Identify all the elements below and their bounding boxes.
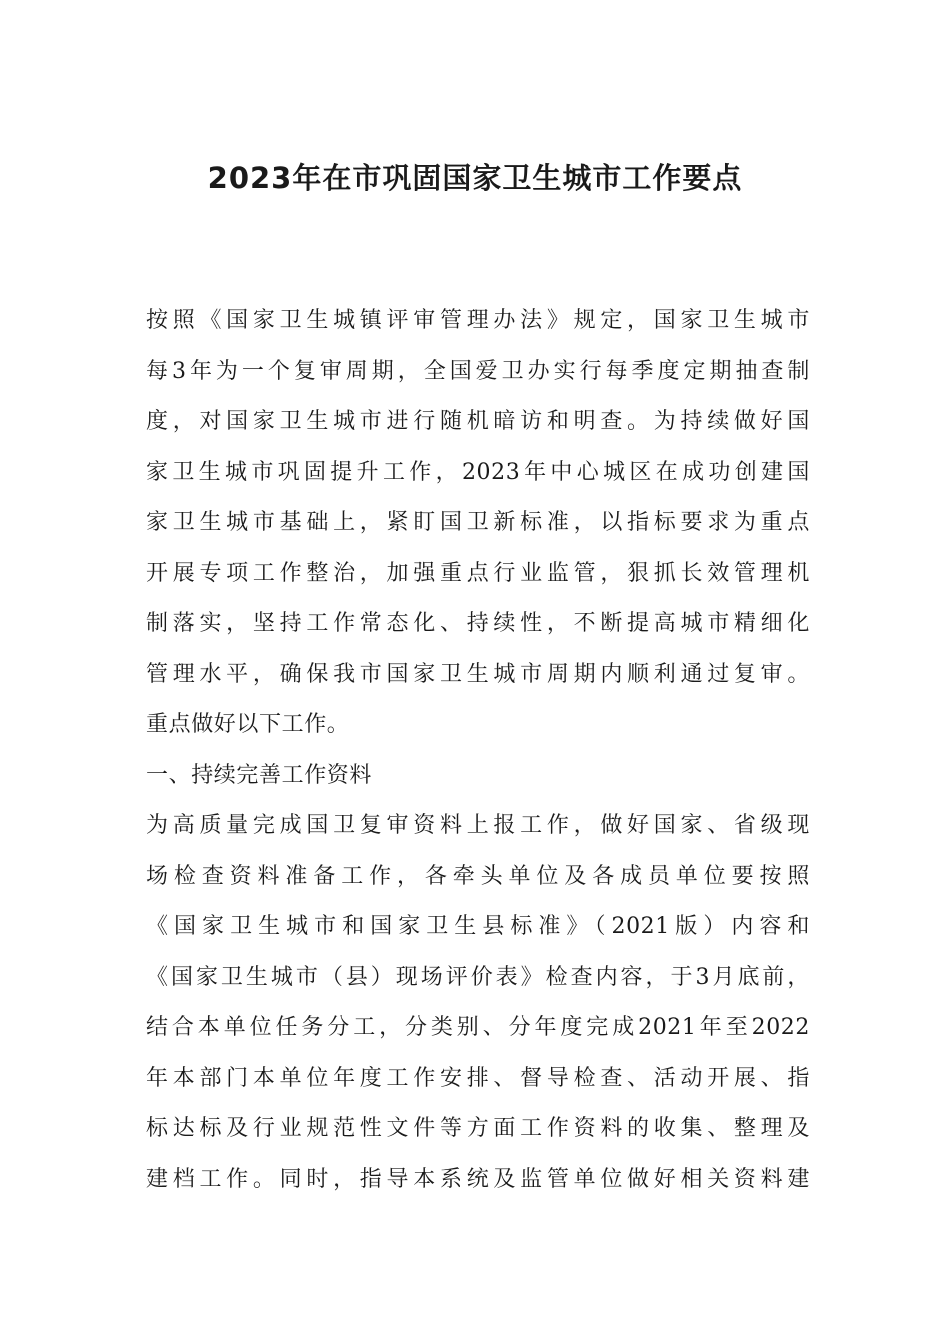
paragraph-line: 《国家卫生城市和国家卫生县标准》（2021版）内容和	[146, 914, 810, 939]
paragraph-line: 场检查资料准备工作，各牵头单位及各成员单位要按照	[146, 863, 810, 889]
paragraph-line: 建档工作。同时，指导本系统及监管单位做好相关资料建	[146, 1166, 810, 1192]
paragraph-line: 制落实，坚持工作常态化、持续性，不断提高城市精细化	[146, 611, 810, 636]
paragraph-line: 家卫生城市巩固提升工作，2023年中心城区在成功创建国	[146, 459, 810, 485]
paragraph-line: 按照《国家卫生城镇评审管理办法》规定，国家卫生城市	[146, 308, 810, 333]
paragraph-line: 重点做好以下工作。	[146, 712, 350, 737]
paragraph-line: 家卫生城市基础上，紧盯国卫新标准，以指标要求为重点	[146, 510, 810, 535]
paragraph-line: 每3年为一个复审周期，全国爱卫办实行每季度定期抽查制	[146, 358, 810, 384]
document-body	[146, 296, 810, 1205]
paragraph-line: 度，对国家卫生城市进行随机暗访和明查。为持续做好国	[146, 409, 810, 434]
section-heading: 一、持续完善工作资料	[146, 762, 373, 788]
paragraph-line: 开展专项工作整治，加强重点行业监管，狠抓长效管理机	[146, 560, 810, 586]
paragraph-line: 年本部门本单位年度工作安排、督导检查、活动开展、指	[146, 1065, 810, 1091]
paragraph-line: 《国家卫生城市（县）现场评价表》检查内容，于3月底前，	[146, 964, 810, 990]
paragraph-line: 结合本单位任务分工，分类别、分年度完成2021年至2022	[146, 1015, 810, 1040]
document-title: 2023年在市巩固国家卫生城市工作要点	[207, 161, 743, 195]
paragraph-line: 标达标及行业规范性文件等方面工作资料的收集、整理及	[146, 1116, 810, 1141]
paragraph-line: 管理水平，确保我市国家卫生城市周期内顺利通过复审。	[146, 661, 810, 687]
paragraph-line: 为高质量完成国卫复审资料上报工作，做好国家、省级现	[146, 813, 810, 838]
